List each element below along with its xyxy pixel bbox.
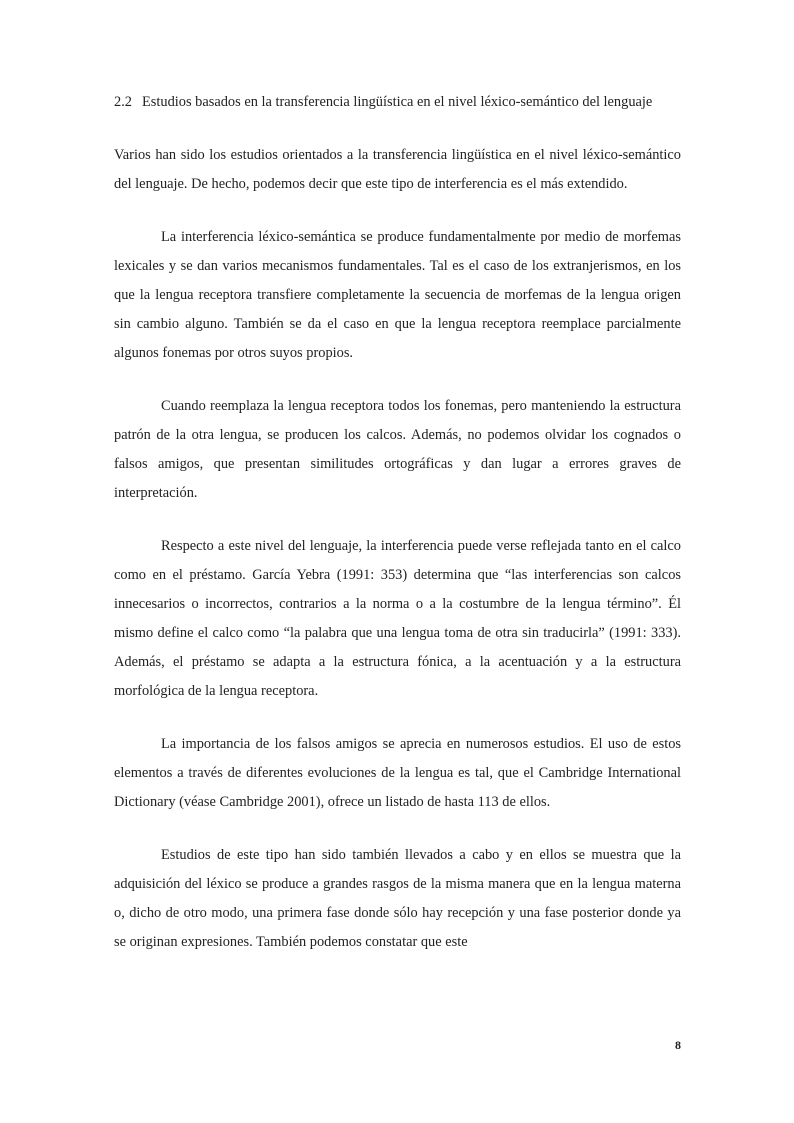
paragraph: Cuando reemplaza la lengua receptora todos los fonemas, pero manteniendo la estructura patrón de la otra lengua, se producen los calcos. Además, no podemos olvidar los cognados o falsos amigos, que presentan similitudes ortográficas y dan lugar a errores graves de interpretación. [114,398,681,501]
section-title: Estudios basados en la transferencia lingüística en el nivel léxico-semántico del lenguaje [142,94,653,110]
paragraph: La interferencia léxico-semántica se produce fundamentalmente por medio de morfemas lexicales y se dan varios mecanismos fundamentales. Tal es el caso de los extranjerismos, en los que la lengua receptora transfiere completamente la secuencia de morfemas de la lengua origen sin cambio alguno. También se da el caso en que la lengua receptora reemplace parcialmente algunos fonemas por otros suyos propios. [114,229,681,361]
document-page [114,88,681,981]
section-number: 2.2 [114,94,132,110]
paragraph: La importancia de los falsos amigos se aprecia en numerosos estudios. El uso de estos elementos a través de diferentes evoluciones de la lengua es tal, que el Cambridge International Dictionary (véase Cambridge 2001), ofrece un listado de hasta 113 de ellos. [114,736,681,810]
section-heading [114,88,681,117]
paragraph: Estudios de este tipo han sido también llevados a cabo y en ellos se muestra que la adquisición del léxico se produce a grandes rasgos de la misma manera que en la lengua materna o, dicho de otro modo, una primera fase donde sólo hay recepción y una fase posterior donde ya se originan expresiones. También podemos constatar que este [114,847,681,950]
paragraph: Varios han sido los estudios orientados a la transferencia lingüística en el nivel léxico-semántico del lenguaje. De hecho, podemos decir que este tipo de interferencia es el más extendido. [114,147,681,192]
paragraph: Respecto a este nivel del lenguaje, la interferencia puede verse reflejada tanto en el calco como en el préstamo. García Yebra (1991: 353) determina que “las interferencias son calcos innecesarios o incorrectos, contrarios a la norma o a la costumbre de la lengua término”. Él mismo define el calco como “la palabra que una lengua toma de otra sin traducirla” (1991: 333). Además, el préstamo se adapta a la estructura fónica, a la acentuación y a la estructura morfológica de la lengua receptora. [114,538,681,699]
page-number: 8 [675,1038,681,1052]
